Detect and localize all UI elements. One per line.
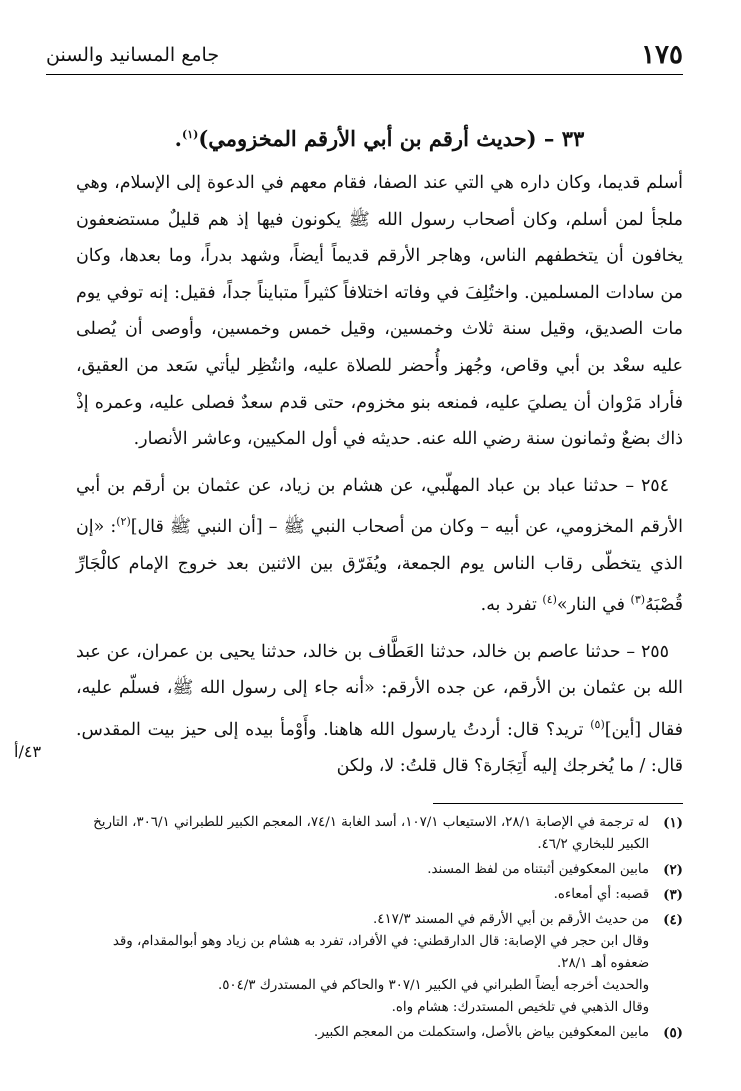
manuscript-folio-note: ٤٣/أ bbox=[14, 742, 42, 761]
page-number: ١٧٥ bbox=[641, 40, 683, 70]
footnote-text bbox=[76, 909, 649, 1019]
footnote-text bbox=[76, 859, 649, 881]
footnote-ref-5: (٥) bbox=[590, 717, 605, 731]
footnote-number: (٣) bbox=[663, 887, 683, 903]
footnote-text bbox=[76, 884, 649, 906]
footnote-text bbox=[76, 812, 649, 856]
footnotes bbox=[76, 812, 683, 1047]
book-title: جامع المسانيد والسنن bbox=[46, 44, 220, 66]
footnote-line: مابين المعكوفين أثبتناه من لفظ المسند. bbox=[427, 862, 650, 877]
footnote bbox=[76, 1022, 683, 1044]
footnote-number: (٥) bbox=[663, 1025, 683, 1041]
footnote bbox=[76, 909, 683, 1019]
section-heading-end: . bbox=[174, 126, 182, 151]
footnote-number: (١) bbox=[663, 815, 683, 831]
hadith-255-text-2: تريد؟ قال: أردتُ يارسول الله هاهنا. وأَوْمأ بيده إلى حيز بيت المقدس. قال: / ما يُخرجك إليه أَتِجَارة؟ قال قلتُ: لا، ولكن bbox=[76, 719, 683, 777]
footnote bbox=[76, 812, 683, 856]
footnote-rule bbox=[433, 803, 683, 804]
hadith-255 bbox=[76, 634, 683, 785]
hadith-254-text-1: ٢٥٤ – حدثنا عباد بن عباد المهلّبي، عن هشام بن زياد، عن عثمان بن أرقم بن أبي الأرقم المخزومي، عن أبيه – وكان من أصحاب النبي ﷺ – [أن النبي ﷺ قال] bbox=[76, 475, 683, 538]
header-rule bbox=[46, 74, 683, 75]
footnote-line: مابين المعكوفين بياض بالأصل، واستكملت من المعجم الكبير. bbox=[313, 1025, 650, 1040]
hadith-254 bbox=[76, 468, 683, 624]
footnote-line: وقال الذهبي في تلخيص المستدرك: هشام واه. bbox=[391, 1000, 650, 1015]
footnote bbox=[76, 859, 683, 881]
biography-paragraph: أسلم قديما، وكان داره هي التي عند الصفا، فقام معهم في الدعوة إلى الإسلام، وهي ملجأ لمن أسلم، وكان أصحاب رسول الله ﷺ يكونون فيها إذ هم قليلٌ مستضعفون يخافون أن يتخطفهم الناس، وهاجر الأرقم قديماً أيضاً، وشهد بدراً، وما بعدها، وكان من سادات المسلمين. واختُلِفَ في وفاته اختلافاً كثيراً متبايناً جداً، فقيل: إنه توفي يوم مات الصديق، وقيل سنة ثلاث وخمسين، وقيل خمس وخمسين، وأوصى أن يُصلى عليه سعْد بن أبي وقاص، وجُهز وأُحضر للصلاة عليه، وانتُظِر ليأتي سَعد من العقيق، فأراد مَرْوان أن يصليَ عليه، فمنعه بنو مخزوم، حتى قدم سعدٌ فصلى عليه، وعمره إذْ ذاك بضعٌ وثمانون سنة رضي الله عنه. حديثه في أول المكيين، وعاشر الأنصار. bbox=[76, 173, 683, 450]
footnote bbox=[76, 884, 683, 906]
hadith-254-text-3: في النار» bbox=[556, 595, 631, 616]
footnote-line: قصبه: أي أمعاءه. bbox=[553, 887, 650, 902]
hadith-255-text-1: ٢٥٥ – حدثنا عاصم بن خالد، حدثنا العَطَّاف بن خالد، حدثنا يحيى بن عمران، عن عبد الله بن عثمان بن الأرقم، عن جده الأرقم: «أنه جاء إلى رسول الله ﷺ، فسلّم عليه، فقال [أين] bbox=[76, 641, 683, 740]
footnote-ref-3: (٣) bbox=[630, 593, 646, 607]
footnote-text bbox=[76, 1022, 649, 1044]
footnote-ref-1: (١) bbox=[181, 128, 199, 141]
footnote-line: له ترجمة في الإصابة ٢٨/١، الاستيعاب ١٠٧/١، أسد الغابة ٧٤/١، المعجم الكبير للطبراني ٣٠٦/١، التاريخ الكبير للبخاري ٤٦/٢. bbox=[93, 815, 650, 852]
footnote-line: والحديث أخرجه أيضاً الطبراني في الكبير ٣٠٧/١ والحاكم في المستدرك ٥٠٤/٣. bbox=[217, 978, 650, 993]
hadith-254-text-4: تفرد به. bbox=[480, 595, 543, 616]
footnote-ref-4: (٤) bbox=[542, 593, 557, 607]
footnote-ref-2: (٢) bbox=[116, 515, 131, 529]
main-text bbox=[76, 114, 683, 795]
hadith-254-text-2: : «إن الذي يتخطّى رقاب الناس يوم الجمعة، ويُفَرّق بين الاثنين بعد خروج الإمام كالْجَارِّ قُصْبَهُ bbox=[76, 517, 683, 616]
footnote-line: وقال ابن حجر في الإصابة: قال الدارقطني: في الأفراد، تفرد به هشام بن زياد وهو أبوالمقدام، وقد ضعفوه أهـ ٢٨/١. bbox=[112, 934, 650, 971]
running-head bbox=[46, 38, 683, 72]
footnote-number: (٢) bbox=[663, 862, 683, 878]
section-heading-text: ٣٣ – (حديث أرقم بن أبي الأرقم المخزومي) bbox=[198, 126, 585, 151]
footnote-line: من حديث الأرقم بن أبي الأرقم في المسند ٤١٧/٣. bbox=[373, 912, 650, 927]
section-heading bbox=[76, 126, 683, 151]
footnote-number: (٤) bbox=[663, 912, 683, 928]
